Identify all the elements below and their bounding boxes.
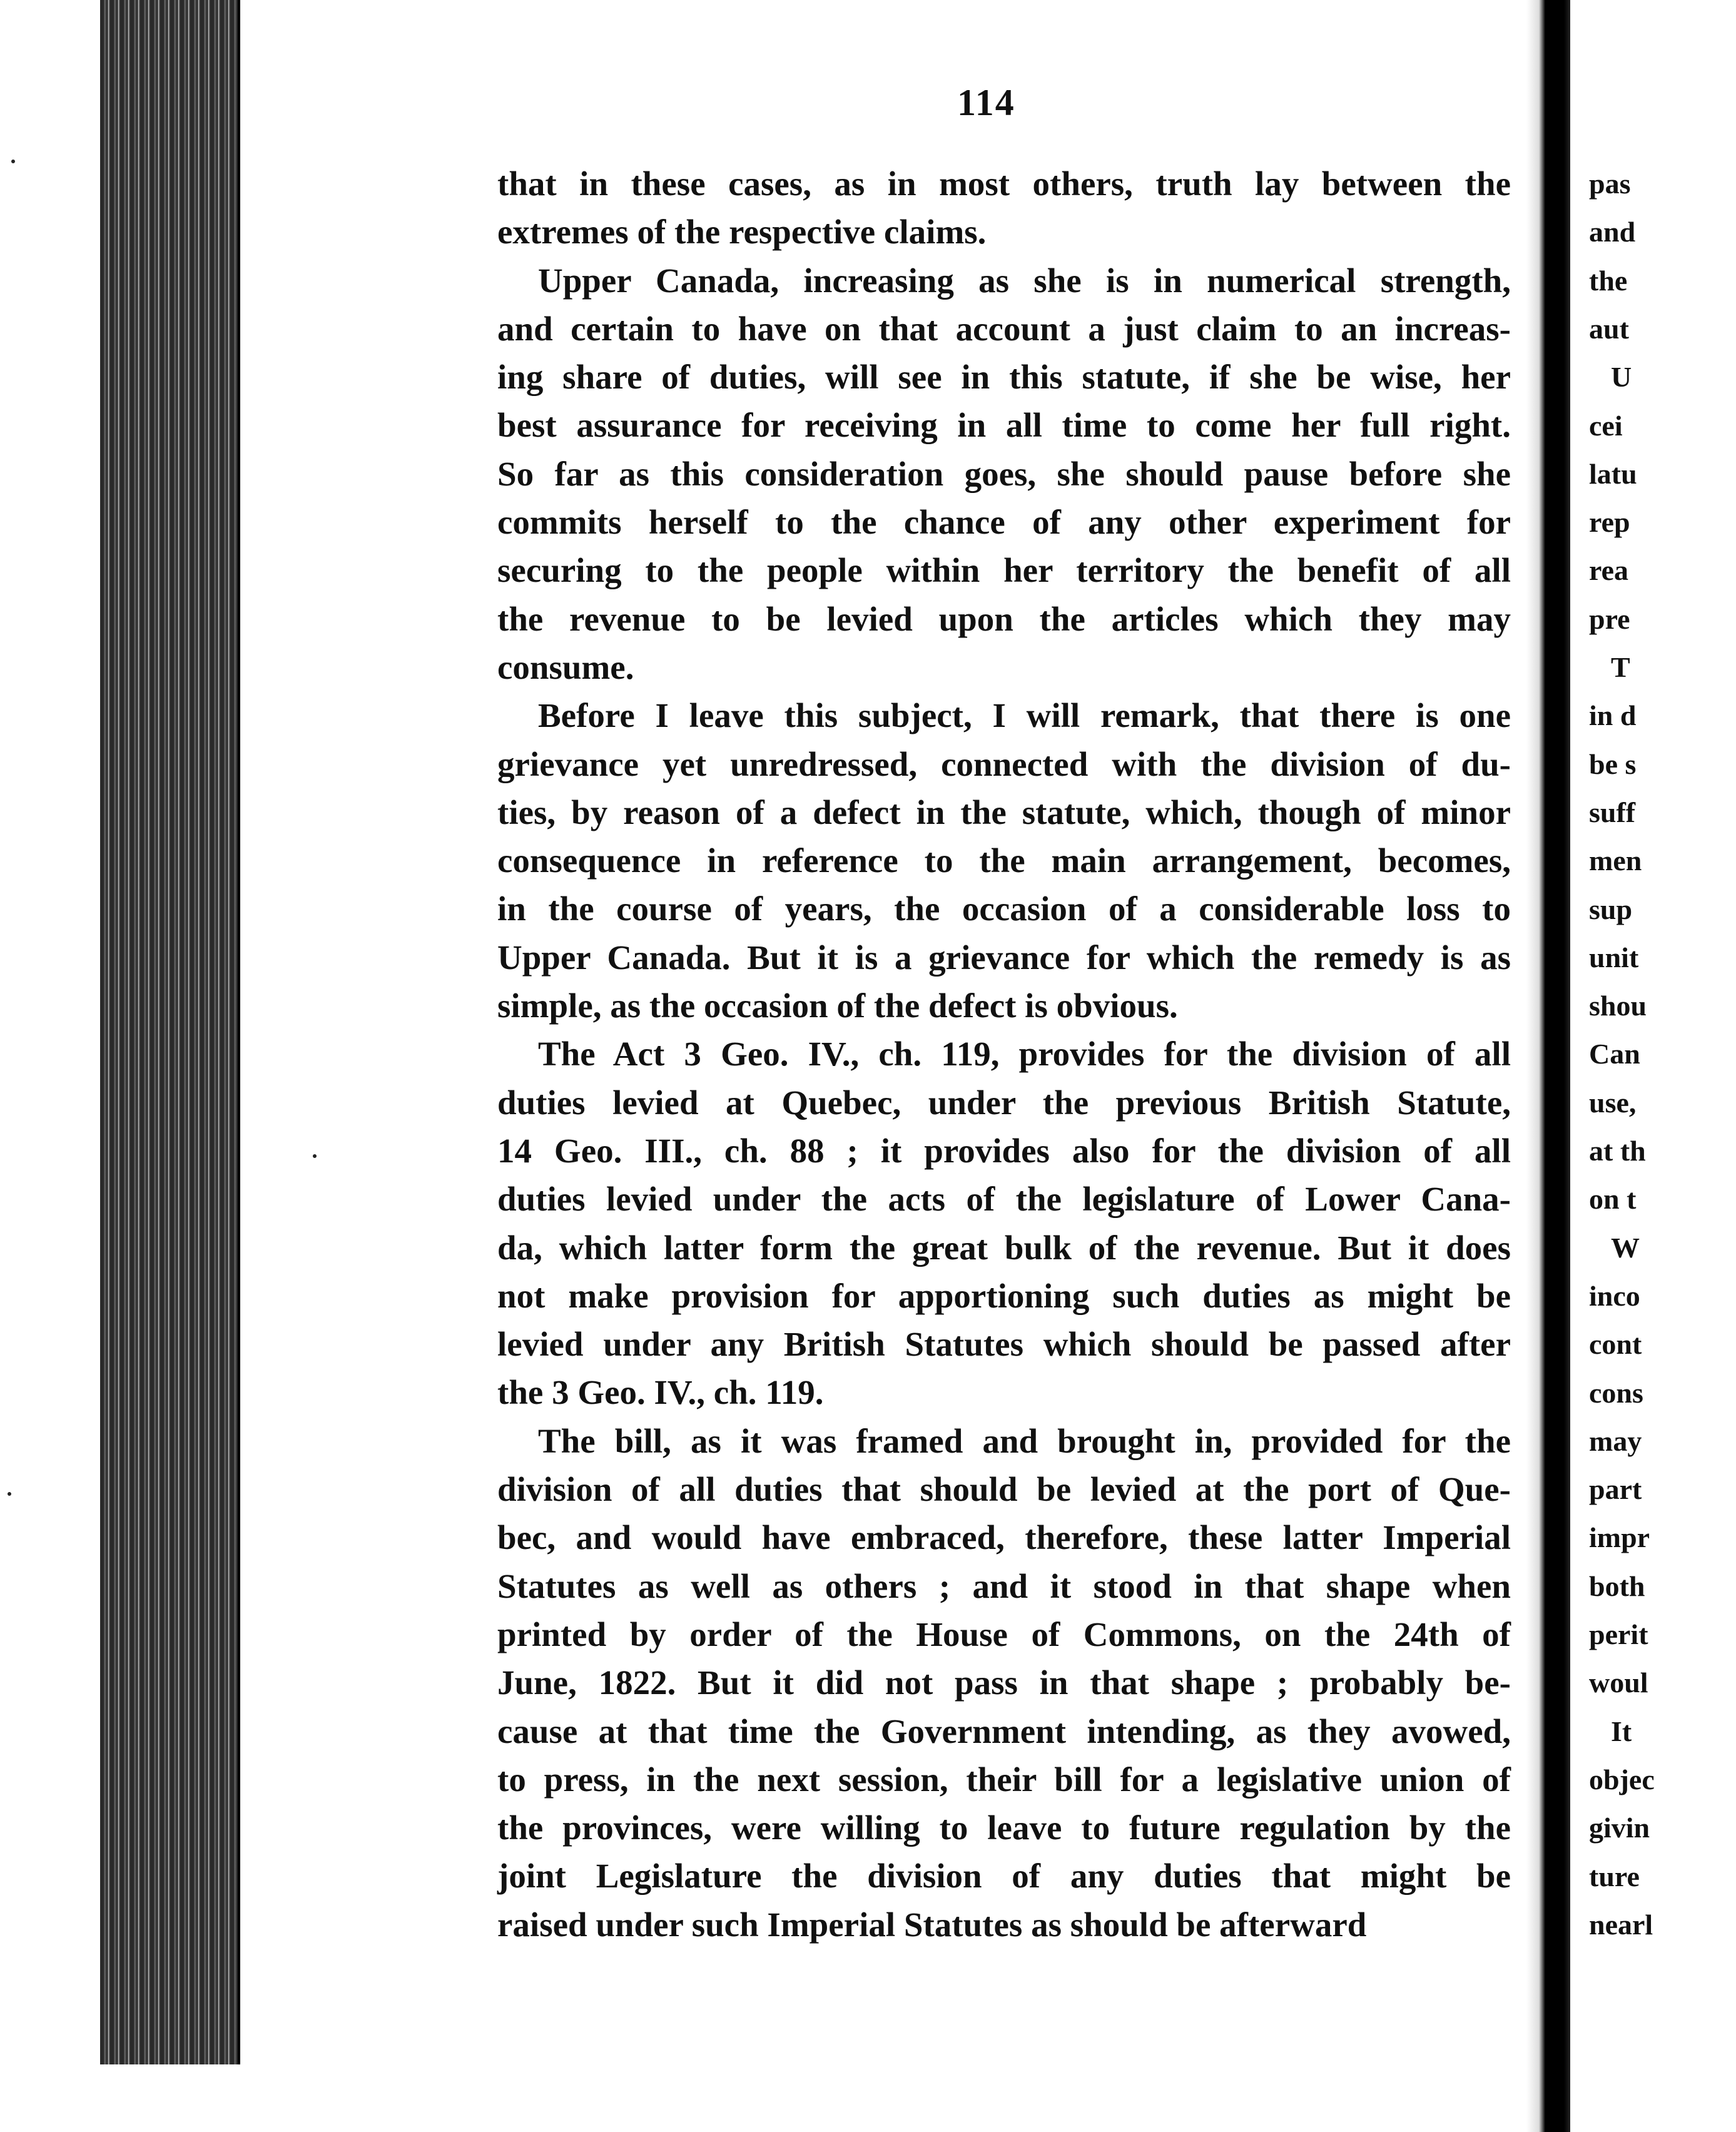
text-line: The Act 3 Geo. IV., ch. 119, provides for the division of all xyxy=(538,1035,1511,1074)
text-line: the provinces, were willing to leave to future regulation by the xyxy=(497,1809,1511,1847)
text-line: So far as this consideration goes, she should pause before she xyxy=(497,454,1511,493)
scan-margin xyxy=(0,0,100,2132)
facing-page-line: cei xyxy=(1589,409,1623,442)
facing-page-line: both xyxy=(1589,1570,1645,1602)
text-line: Before I leave this subject, I will remark, that there is one xyxy=(538,696,1511,735)
text-line: Upper Canada, increasing as she is in numerical strength, xyxy=(538,261,1511,300)
text-line: Upper Canada. But it is a grievance for which the remedy is as xyxy=(497,938,1511,977)
text-line: da, which latter form the great bulk of the revenue. But it does xyxy=(497,1228,1511,1267)
facing-page-line: may xyxy=(1589,1424,1642,1457)
text-line: The bill, as it was framed and brought in, provided for the xyxy=(538,1421,1511,1460)
facing-page-line: cont xyxy=(1589,1328,1642,1361)
facing-page-line: suff xyxy=(1589,796,1636,828)
text-line: not make provision for apportioning such duties as might be xyxy=(497,1276,1511,1315)
facing-page-line: aut xyxy=(1589,312,1629,345)
facing-page-line: cons xyxy=(1589,1376,1643,1409)
scan-speck xyxy=(313,1154,317,1158)
text-line: ties, by reason of a defect in the statute, which, though of minor xyxy=(497,793,1511,831)
facing-page-line: be s xyxy=(1589,748,1637,780)
text-line: bec, and would have embraced, therefore, these latter Imperial xyxy=(497,1518,1511,1557)
text-line: joint Legislature the division of any duties that might be xyxy=(497,1857,1511,1896)
facing-page-line: woul xyxy=(1589,1667,1648,1699)
facing-page-line: U xyxy=(1611,361,1632,393)
text-line: grievance yet unredressed, connected with the division of du- xyxy=(497,744,1511,783)
facing-page-line: W xyxy=(1611,1231,1640,1264)
facing-page-fragment xyxy=(1576,0,1655,2132)
text-line: extremes of the respective claims. xyxy=(497,213,987,251)
text-line: duties levied under the acts of the legislature of Lower Cana- xyxy=(497,1180,1511,1219)
text-line: simple, as the occasion of the defect is obvious. xyxy=(497,987,1178,1025)
text-line: 14 Geo. III., ch. 88 ; it provides also for the division of all xyxy=(497,1131,1511,1170)
facing-page-line: latu xyxy=(1589,457,1637,490)
facing-page-line: in d xyxy=(1589,699,1637,732)
text-line: to press, in the next session, their bill for a legislative union of xyxy=(497,1760,1511,1799)
facing-page-line: use, xyxy=(1589,1086,1637,1119)
text-line: and certain to have on that account a just claim to an increas- xyxy=(497,309,1511,348)
text-line: June, 1822. But it did not pass in that shape ; probably be- xyxy=(497,1663,1511,1702)
facing-page-line: sup xyxy=(1589,893,1633,925)
facing-page-line: T xyxy=(1611,651,1630,683)
text-line: cause at that time the Government intending, as they avowed, xyxy=(497,1712,1511,1750)
facing-page-line: and xyxy=(1589,216,1636,248)
text-line: that in these cases, as in most others, truth lay between the xyxy=(497,165,1511,203)
text-line: Statutes as well as others ; and it stood in that shape when xyxy=(497,1566,1511,1605)
text-line: consume. xyxy=(497,647,634,686)
scan-speck xyxy=(11,160,15,163)
text-line: in the course of years, the occasion of a considerable loss to xyxy=(497,890,1511,928)
facing-page-line: part xyxy=(1589,1473,1642,1506)
facing-page-line: rep xyxy=(1589,506,1630,539)
text-line: consequence in reference to the main arrangement, becomes, xyxy=(497,841,1511,880)
facing-page-line: nearl xyxy=(1589,1908,1653,1941)
facing-page-line: at th xyxy=(1589,1135,1646,1167)
text-line: division of all duties that should be levied at the port of Que- xyxy=(497,1470,1511,1509)
text-line: printed by order of the House of Commons, on the 24th of xyxy=(497,1615,1511,1653)
text-line: commits herself to the chance of any other experiment for xyxy=(497,503,1511,542)
facing-page-line: rea xyxy=(1589,554,1629,587)
facing-page-line: ture xyxy=(1589,1860,1640,1892)
facing-page-line: It xyxy=(1611,1715,1632,1747)
book-gutter xyxy=(1526,0,1570,2132)
page-number: 114 xyxy=(957,82,1015,123)
facing-page-line: men xyxy=(1589,845,1642,877)
text-line: raised under such Imperial Statutes as should be afterward xyxy=(497,1905,1367,1944)
facing-page-line: shou xyxy=(1589,990,1647,1022)
facing-page-line: on t xyxy=(1589,1183,1637,1216)
facing-page-line: pas xyxy=(1589,168,1631,200)
facing-page-line: givin xyxy=(1589,1812,1650,1844)
facing-page-line: perit xyxy=(1589,1618,1648,1650)
scan-speck xyxy=(8,1492,11,1496)
text-line: duties levied at Quebec, under the previous British Statute, xyxy=(497,1083,1511,1122)
facing-page-line: Can xyxy=(1589,1038,1640,1070)
text-line: levied under any British Statutes which should be passed after xyxy=(497,1325,1511,1364)
facing-page-line: pre xyxy=(1589,602,1630,635)
facing-page-line: inco xyxy=(1589,1279,1640,1312)
book-fore-edge xyxy=(100,0,240,2064)
text-line: securing to the people within her territory the benefit of all xyxy=(497,551,1511,590)
text-line: the revenue to be levied upon the articles which they may xyxy=(497,599,1511,638)
facing-page-line: the xyxy=(1589,264,1628,297)
text-line: best assurance for receiving in all time to come her full right. xyxy=(497,406,1511,445)
text-line: the 3 Geo. IV., ch. 119. xyxy=(497,1373,824,1412)
facing-page-line: impr xyxy=(1589,1521,1650,1554)
text-line: ing share of duties, will see in this statute, if she be wise, her xyxy=(497,358,1511,397)
facing-page-line: objec xyxy=(1589,1763,1655,1795)
facing-page-line: unit xyxy=(1589,941,1639,973)
body-text xyxy=(497,160,1511,1949)
